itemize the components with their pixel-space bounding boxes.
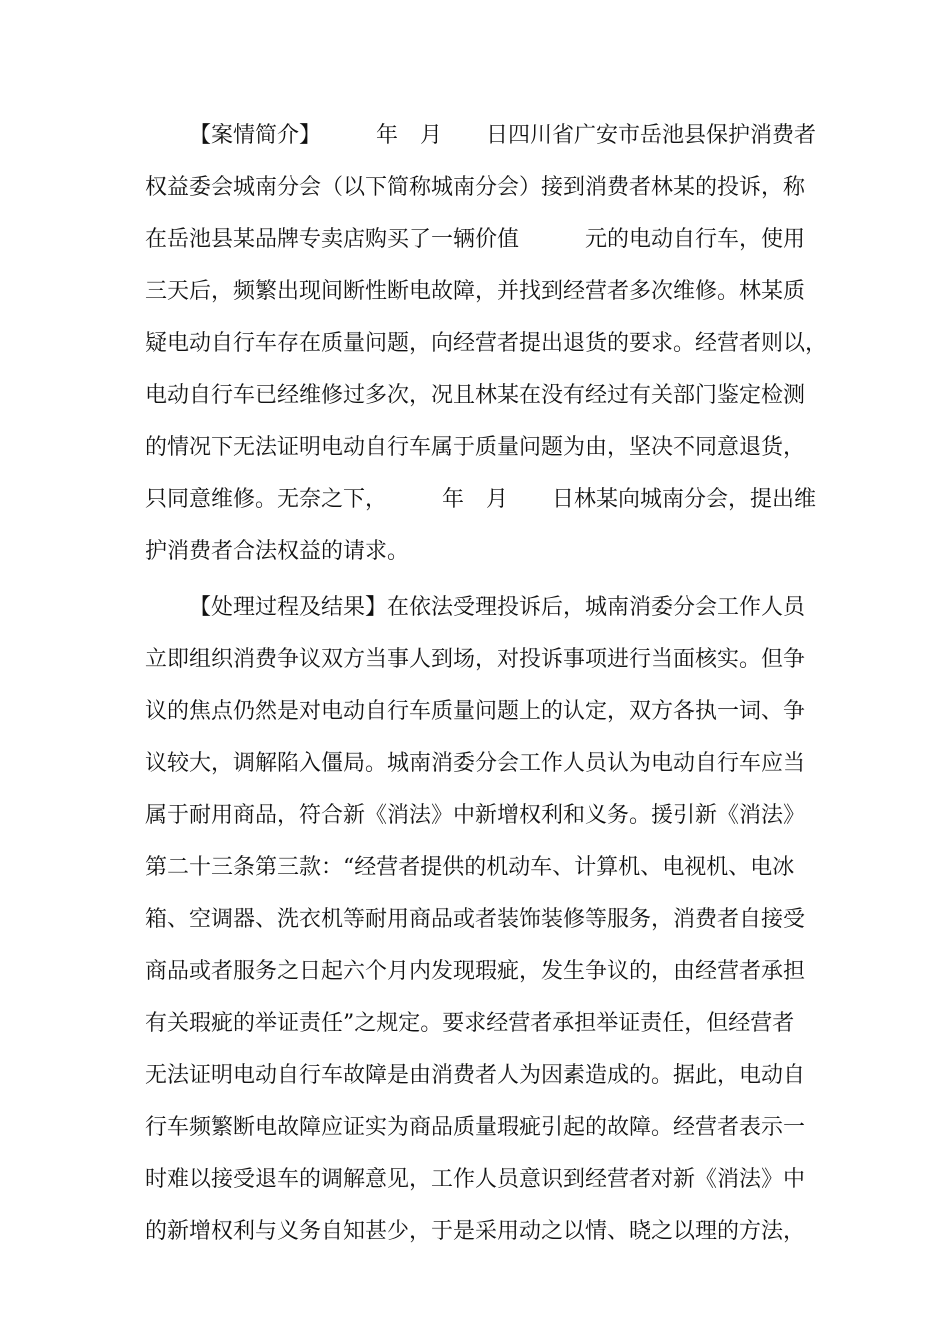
text-line: 护消费者合法权益的请求。 [145, 539, 410, 564]
text-line: 的情况下无法证明电动自行车属于质量问题为由，坚决不同意退货， [145, 435, 806, 460]
text-line: 电动自行车已经维修过多次，况且林某在没有经过有关部门鉴定检测 [145, 383, 806, 408]
text-line: 在岳池县某品牌专卖店购买了一辆价值 元的电动自行车，使用 [145, 227, 806, 252]
text-line: 议较大，调解陷入僵局。城南消委分会工作人员认为电动自行车应当 [145, 751, 806, 776]
text-line: 的新增权利与义务自知甚少，于是采用动之以情、晓之以理的方法， [145, 1219, 806, 1244]
text-line: 属于耐用商品，符合新《消法》中新增权利和义务。援引新《消法》 [145, 803, 806, 828]
text-line: 只同意维修。无奈之下， 年 月 日林某向城南分会，提出维 [145, 487, 817, 512]
text-line: 【案情简介】 年 月 日四川省广安市岳池县保护消费者 [189, 123, 817, 148]
text-line: 【处理过程及结果】在依法受理投诉后，城南消委分会工作人员 [189, 595, 806, 620]
text-line: 疑电动自行车存在质量问题，向经营者提出退货的要求。经营者则以， [145, 331, 828, 356]
text-line: 无法证明电动自行车故障是由消费者人为因素造成的。据此，电动自 [145, 1063, 806, 1088]
text-line: 箱、空调器、洗衣机等耐用商品或者装饰装修等服务，消费者自接受 [145, 907, 806, 932]
text-line: 行车频繁断电故障应证实为商品质量瑕疵引起的故障。经营者表示一 [145, 1115, 806, 1140]
text-line: 有关瑕疵的举证责任”之规定。要求经营者承担举证责任，但经营者 [145, 1011, 795, 1036]
text-line: 议的焦点仍然是对电动自行车质量问题上的认定，双方各执一词、争 [145, 699, 806, 724]
text-line: 三天后，频繁出现间断性断电故障，并找到经营者多次维修。林某质 [145, 279, 806, 304]
text-line: 权益委会城南分会（以下简称城南分会）接到消费者林某的投诉，称 [145, 175, 806, 200]
text-line: 立即组织消费争议双方当事人到场，对投诉事项进行当面核实。但争 [145, 647, 806, 672]
text-line: 第二十三条第三款：“经营者提供的机动车、计算机、电视机、电冰 [145, 855, 795, 880]
text-line: 商品或者服务之日起六个月内发现瑕疵，发生争议的，由经营者承担 [145, 959, 806, 984]
text-line: 时难以接受退车的调解意见，工作人员意识到经营者对新《消法》中 [145, 1167, 806, 1192]
